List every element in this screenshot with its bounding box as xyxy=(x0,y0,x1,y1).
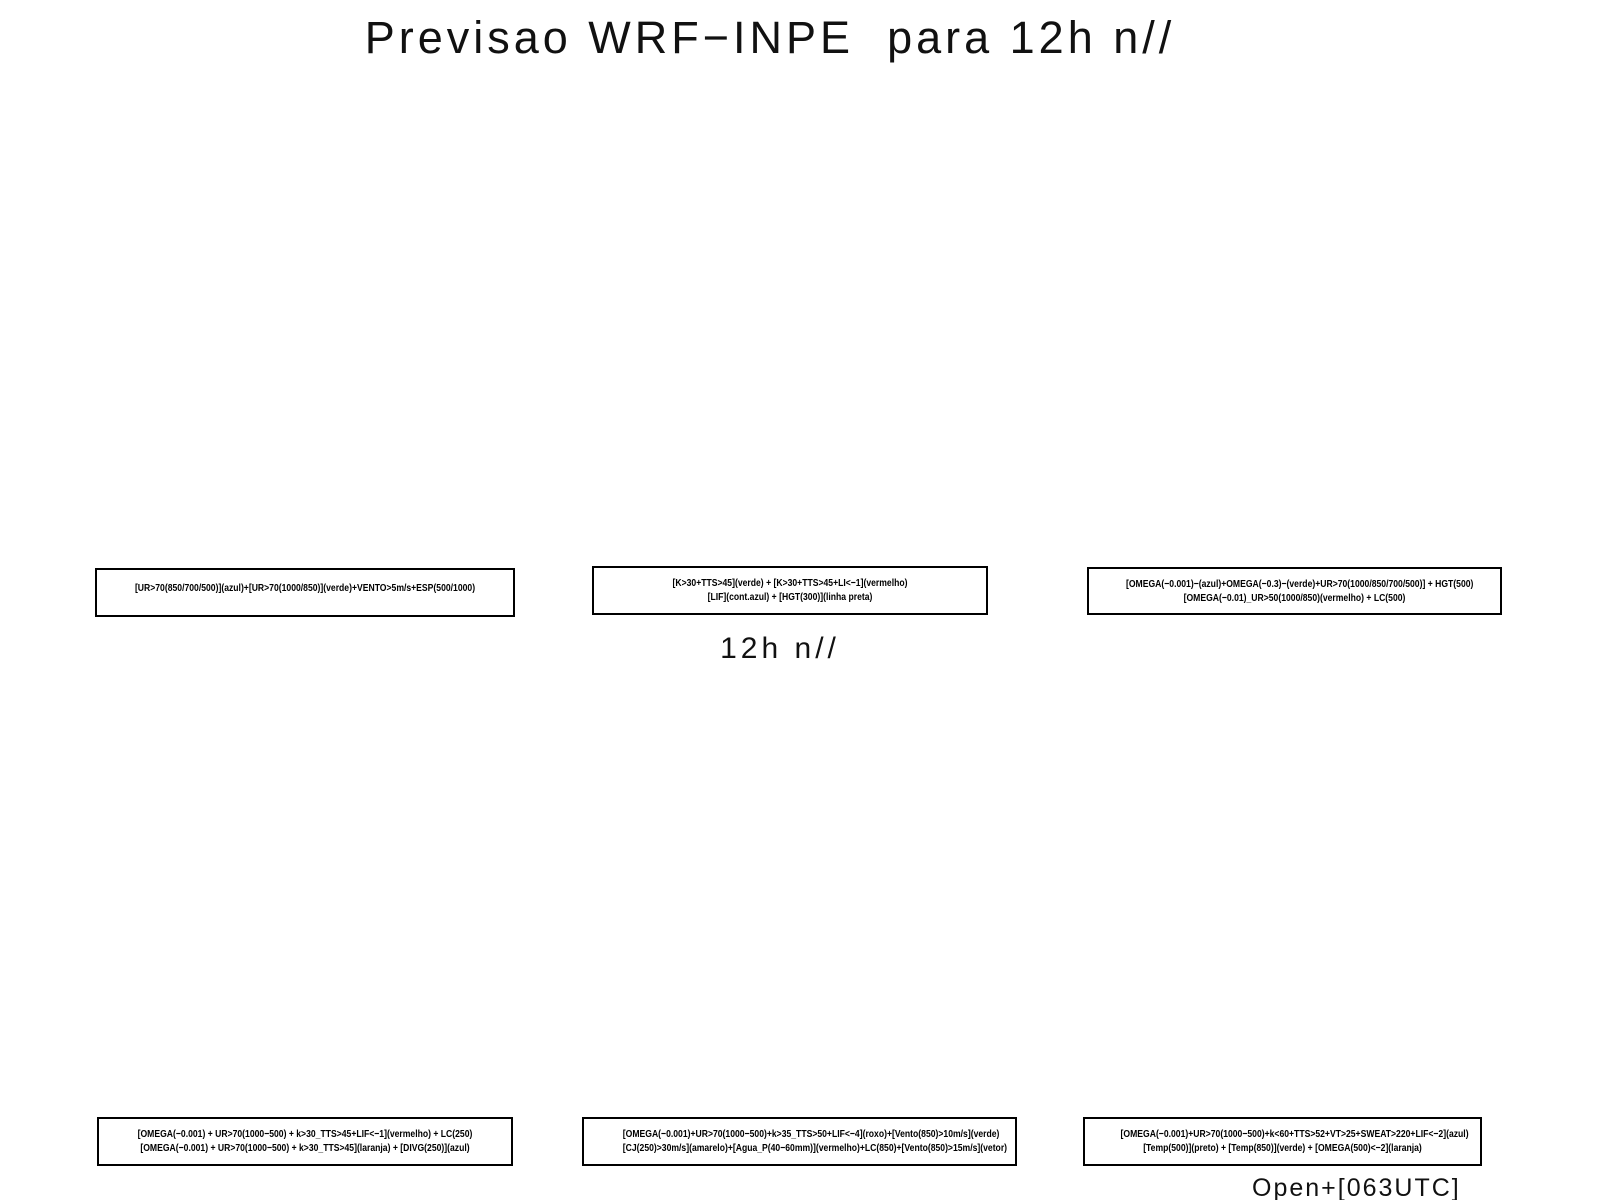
legend-box-middle-center xyxy=(592,566,988,615)
legend-box-bottom-center xyxy=(582,1117,1017,1166)
legend-line-2: [OMEGA(−0.01)_UR>50(1000/850)(vermelho) + LC(500) xyxy=(1183,592,1406,604)
legend-line-1: [OMEGA(−0.001) + UR>70(1000−500) + k>30_TTS>45+LIF<−1](vermelho) + LC(250) xyxy=(137,1128,473,1140)
legend-line-1: [OMEGA(−0.001)+UR>70(1000−500)+k>35_TTS>50+LIF<−4](roxo)+[Vento(850)>10m/s](verde) xyxy=(622,1128,1000,1140)
legend-line-1: [K>30+TTS>45](verde) + [K>30+TTS>45+LI<−1](vermelho) xyxy=(672,577,908,589)
legend-box-middle-right xyxy=(1087,567,1502,615)
legend-box-middle-left xyxy=(95,568,515,617)
legend-box-bottom-left xyxy=(97,1117,513,1166)
footer-open-utc-label: Open+[063UTC] xyxy=(1252,1174,1461,1200)
center-time-label: 12h n// xyxy=(720,632,840,665)
legend-box-bottom-right xyxy=(1083,1117,1482,1166)
legend-line-2: [OMEGA(−0.001) + UR>70(1000−500) + k>30_TTS>45](laranja) + [DIVG(250)](azul) xyxy=(140,1142,470,1154)
legend-line-2: [Temp(500)](preto) + [Temp(850)](verde) + [OMEGA(500)<−2](laranja) xyxy=(1143,1142,1422,1154)
legend-line-1: [UR>70(850/700/500)](azul)+[UR>70(1000/850)](verde)+VENTO>5m/s+ESP(500/1000) xyxy=(134,582,476,594)
legend-line-2: [LIF](cont.azul) + [HGT(300)](linha preta) xyxy=(707,591,873,603)
legend-line-2: [CJ(250)>30m/s](amarelo)+[Agua_P(40−60mm)](vermelho)+LC(850)+[Vento(850)>15m/s](vetor) xyxy=(622,1142,1008,1154)
page-title: Previsao WRF−INPE para 12h n// xyxy=(364,12,1176,63)
legend-line-1: [OMEGA(−0.001)+UR>70(1000−500)+k<60+TTS>52+VT>25+SWEAT>220+LIF<−2](azul) xyxy=(1120,1128,1469,1140)
legend-line-1: [OMEGA(−0.001)−(azul)+OMEGA(−0.3)−(verde)+UR>70(1000/850/700/500)] + HGT(500) xyxy=(1125,578,1474,590)
